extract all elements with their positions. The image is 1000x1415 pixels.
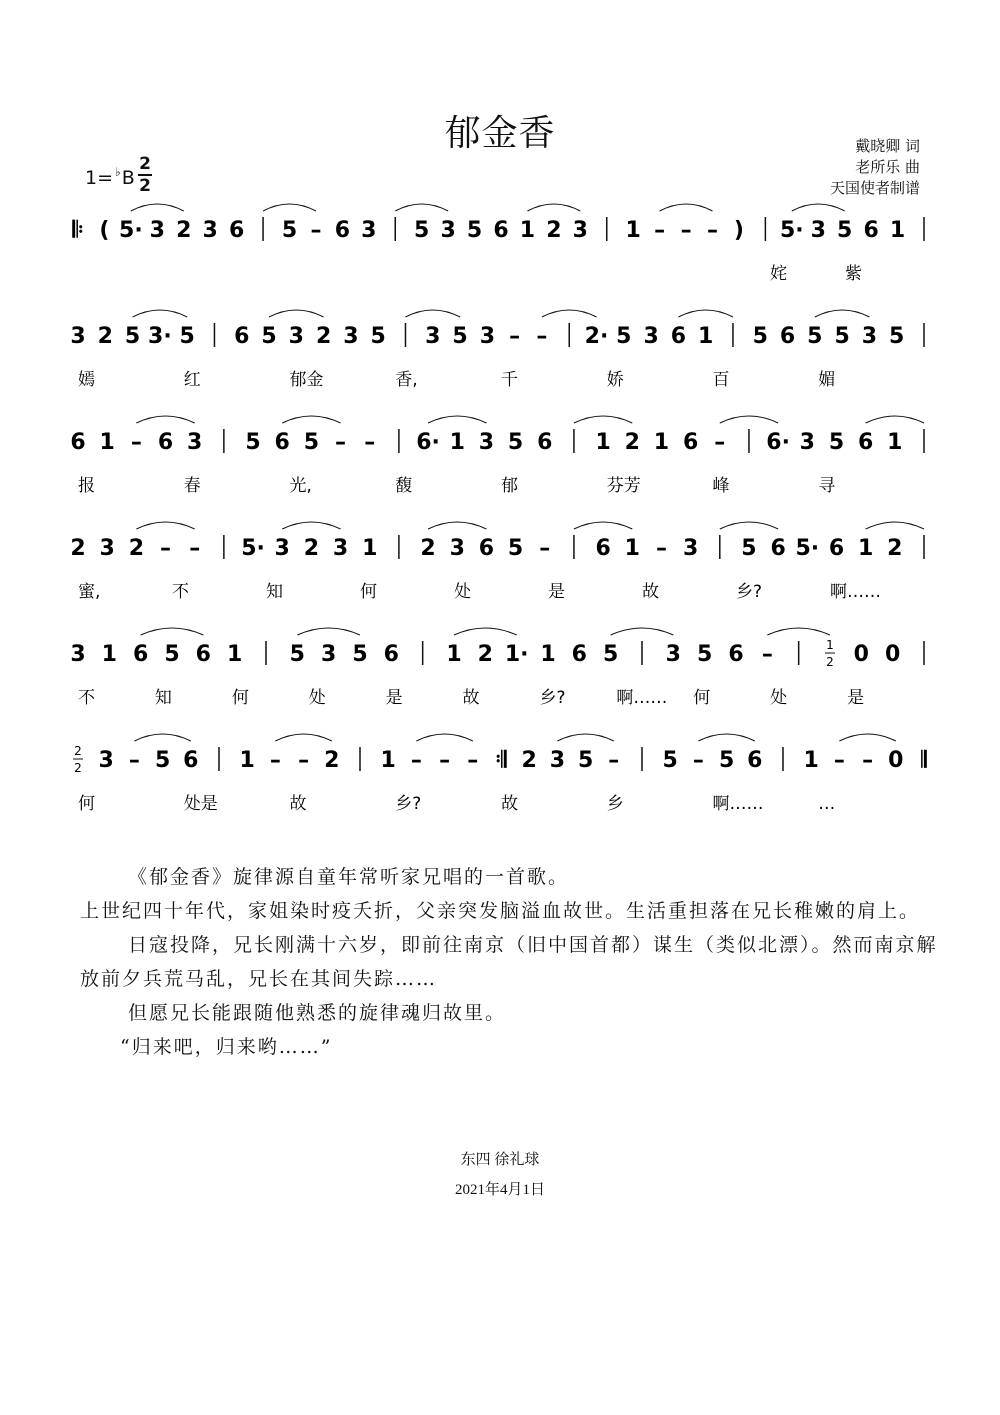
lyric-text: 娇: [606, 370, 624, 390]
score-note: –: [335, 430, 347, 455]
score-note: 3: [202, 218, 218, 243]
score-note: –: [680, 218, 692, 243]
lyric-text: 何: [693, 688, 711, 708]
score-note: –: [608, 748, 620, 773]
meter-change-bottom: 2: [74, 761, 82, 775]
slur-mark: [263, 204, 316, 211]
score-note: 1: [99, 430, 115, 455]
time-signature-top: 2: [139, 154, 151, 174]
score-note: 5: [616, 324, 632, 349]
lyric-text: 知: [154, 688, 172, 708]
score-note: 1: [449, 430, 465, 455]
lyric-text: 是: [548, 582, 565, 602]
score-note: 2: [70, 536, 86, 561]
lyric-text: 光,: [289, 476, 312, 496]
story-paragraph: 《郁金香》旋律源自童年常听家兄唱的一首歌。: [128, 866, 570, 888]
score-note: 6: [682, 430, 699, 455]
slur-mark: [428, 416, 486, 423]
lyric-text: 是: [385, 688, 403, 708]
score-note: 6: [493, 218, 509, 243]
score-note: 3: [682, 536, 699, 561]
score-note: –: [439, 748, 451, 773]
flat-sign: ♭: [115, 165, 121, 179]
score-note: 2: [546, 218, 562, 243]
score-note: 1: [887, 430, 903, 455]
score-note: 1: [803, 748, 819, 773]
lyric-text: 处是: [183, 794, 218, 814]
score-note: 0: [885, 642, 901, 667]
slur-mark: [542, 310, 597, 317]
lyric-text: 故: [289, 794, 307, 814]
slur-mark: [131, 204, 184, 211]
lyric-text: 故: [501, 794, 518, 814]
score-note: 5: [352, 642, 368, 667]
lyric-text: 报: [78, 476, 95, 496]
slur-mark: [527, 204, 580, 211]
lyric-text: 是: [847, 688, 865, 708]
lyric-text: 峰: [712, 476, 730, 496]
score-note: 5: [179, 324, 195, 349]
score-note: 2: [97, 324, 113, 349]
score-note: 6·: [766, 430, 790, 455]
score-note: 1: [889, 218, 906, 243]
slur-mark: [557, 734, 613, 741]
slur-mark: [133, 310, 188, 317]
score-note: 6·: [416, 430, 440, 455]
score-note: –: [654, 218, 666, 243]
lyric-text: 春: [183, 476, 201, 496]
score-note: –: [310, 218, 322, 243]
score-note: 6: [747, 748, 763, 773]
score-note: 3: [288, 324, 304, 349]
score-note: 5: [507, 430, 524, 455]
score-note: 3: [861, 324, 878, 349]
score-note: 1: [653, 430, 670, 455]
score-note: 2: [887, 536, 903, 561]
score-note: 3: [810, 218, 826, 243]
lyricist-credit: 戴晓卿 词: [855, 137, 920, 155]
score-note: –: [692, 748, 704, 773]
lyric-text: 啊……: [830, 582, 881, 602]
score-note: 6: [195, 642, 211, 667]
score-note: 5: [577, 748, 594, 773]
score-note: 2: [176, 218, 192, 243]
author-name: 东四 徐礼球: [460, 1152, 540, 1168]
lyric-text: 乡?: [395, 794, 422, 814]
slur-mark: [428, 522, 486, 529]
score-note: 6: [670, 324, 687, 349]
score-note: 1: [239, 748, 255, 773]
score-note: 3: [70, 642, 86, 667]
score-note: 6: [478, 536, 495, 561]
score-note: 𝄆: [72, 218, 84, 243]
score-note: 1: [540, 642, 556, 667]
score-note: 3: [343, 324, 359, 349]
lyric-text: 何: [360, 582, 377, 602]
score-note: 5·: [795, 536, 820, 561]
score-note: –: [269, 748, 281, 773]
lyric-text: 处: [454, 582, 471, 602]
score-note: 5·: [119, 218, 143, 243]
score-note: –: [714, 430, 726, 455]
lyric-text: 不: [172, 582, 189, 602]
slur-mark: [136, 416, 194, 423]
score-note: –: [130, 430, 142, 455]
lyric-text: 乡: [606, 794, 624, 814]
score-note: 1: [362, 536, 378, 561]
score-note: 5: [154, 748, 171, 773]
score-note: 5·: [241, 536, 265, 561]
score-note: 5: [889, 324, 905, 349]
score-note: 3·: [148, 324, 172, 349]
author-date: 2021年4月1日: [454, 1182, 545, 1198]
slur-mark: [297, 628, 360, 635]
score-note: 5: [507, 536, 524, 561]
score-note: 3: [321, 642, 337, 667]
lyric-text: 知: [266, 582, 283, 602]
score-note: 3: [274, 536, 290, 561]
lyric-text: 媚: [818, 370, 836, 390]
score-note: (: [99, 218, 110, 243]
score-note: 6: [779, 324, 796, 349]
slur-mark: [282, 522, 340, 529]
score-note: –: [707, 218, 718, 243]
slur-mark: [767, 628, 830, 635]
score-note: 2: [420, 536, 436, 561]
score-note: 6: [183, 748, 199, 773]
lyric-text: 馥: [395, 476, 413, 496]
score-note: 2·: [584, 324, 609, 349]
slur-mark: [574, 416, 632, 423]
lyric-text: 处: [308, 688, 326, 708]
slur-mark: [698, 734, 754, 741]
story-text: [80, 860, 940, 1064]
score-note: 5: [370, 324, 386, 349]
score-note: 5: [741, 536, 757, 561]
score-note: 2: [624, 430, 640, 455]
slur-mark: [574, 522, 632, 529]
slur-mark: [136, 522, 194, 529]
story-paragraph: “归来吧，归来哟……”: [120, 1036, 333, 1058]
score-note: 3: [149, 218, 165, 243]
score-note: 5: [261, 324, 277, 349]
score-note: 3: [99, 536, 115, 561]
score-note: 1: [380, 748, 396, 773]
score-note: 6: [595, 536, 611, 561]
score-note: 3: [665, 642, 681, 667]
score-note: 3: [187, 430, 203, 455]
score-note: 2: [521, 748, 537, 773]
lyric-text: 乡?: [736, 582, 763, 602]
lyric-text: 红: [183, 370, 201, 390]
score-note: 5: [164, 642, 180, 667]
slur-mark: [678, 310, 733, 317]
lyric-text: 不: [78, 688, 95, 708]
score-note: 6: [274, 430, 290, 455]
score-note: 2: [128, 536, 145, 561]
score-note: 5: [828, 430, 845, 455]
lyric-text: 百: [712, 370, 730, 390]
score-note: 3: [572, 218, 588, 243]
score-note: 5: [837, 218, 853, 243]
lyric-text: 啊……: [712, 794, 764, 814]
score-note: 5: [414, 218, 430, 243]
time-signature-bottom: 2: [139, 176, 151, 196]
score-note: 6: [571, 642, 587, 667]
slur-mark: [660, 204, 713, 211]
score-note: 5: [718, 748, 735, 773]
score-note: 0: [888, 748, 904, 773]
score-note: 5: [603, 642, 619, 667]
slur-mark: [839, 734, 895, 741]
score-note: 2: [477, 642, 493, 667]
slur-mark: [866, 416, 924, 423]
score-note: 2: [315, 324, 332, 349]
score-note: –: [509, 324, 521, 349]
score-note: 2: [303, 536, 320, 561]
score-note: 5: [281, 218, 298, 243]
slur-mark: [815, 310, 870, 317]
score-note: 6: [537, 430, 553, 455]
slur-mark: [720, 416, 778, 423]
score-note: 6: [383, 642, 399, 667]
score-note: 6: [234, 324, 250, 349]
lyric-text: 郁: [501, 476, 518, 496]
score-note: 6: [770, 536, 786, 561]
score-note: 𝄂: [921, 748, 927, 773]
lyric-text: 乡?: [539, 688, 566, 708]
score-note: 1: [446, 642, 462, 667]
score-note: 5: [289, 642, 305, 667]
score-note: 5: [303, 430, 320, 455]
score-note: 1: [227, 642, 243, 667]
slur-mark: [720, 522, 778, 529]
score-note: 2: [324, 748, 340, 773]
slur-mark: [792, 204, 845, 211]
slur-mark: [405, 310, 460, 317]
score-note: –: [539, 536, 551, 561]
score-note: 6: [70, 430, 86, 455]
song-title: 郁金香: [444, 113, 556, 154]
score-note: –: [128, 748, 140, 773]
lyric-text: 芬芳: [606, 476, 641, 496]
lyric-text: 寻: [818, 476, 836, 496]
score-note: –: [833, 748, 845, 773]
meter-change-bottom: 2: [826, 655, 834, 669]
score-note: 3: [70, 324, 86, 349]
score-note: 1: [624, 536, 640, 561]
slur-mark: [141, 628, 204, 635]
score-note: 𝄇: [495, 748, 507, 773]
score-note: –: [189, 536, 201, 561]
story-paragraph: 日寇投降，兄长刚满十六岁，即前往南京（旧中国首都）谋生（类似北漂）。然而南京解放前夕兵荒马乱，兄长在其间失踪……: [80, 934, 938, 990]
score-note: 0: [853, 642, 869, 667]
lyric-text: 啊……: [616, 688, 668, 708]
score-note: 1: [519, 218, 536, 243]
score-note: 3: [478, 430, 495, 455]
score-note: ): [733, 218, 744, 243]
meter-change-top: 1: [826, 638, 834, 652]
lyric-text: 何: [78, 794, 95, 814]
score-note: –: [467, 748, 479, 773]
score-note: –: [536, 324, 548, 349]
score-note: 3: [643, 324, 659, 349]
score-note: 3: [799, 430, 815, 455]
slur-mark: [275, 734, 331, 741]
score-note: 5: [452, 324, 468, 349]
score-note: 3: [549, 748, 566, 773]
score-note: 1: [857, 536, 874, 561]
score-note: 6: [728, 642, 744, 667]
score-note: 6: [828, 536, 845, 561]
score-note: 5: [662, 748, 678, 773]
score-note: –: [298, 748, 310, 773]
score-note: 6: [334, 218, 351, 243]
score-note: 3: [332, 536, 349, 561]
score-note: 6: [228, 218, 245, 243]
score-note: –: [364, 430, 376, 455]
slur-mark: [269, 310, 324, 317]
score-note: 5: [466, 218, 483, 243]
score-note: 5: [752, 324, 768, 349]
score-note: –: [862, 748, 874, 773]
slur-mark: [282, 416, 340, 423]
lyric-text: …: [818, 794, 836, 814]
score-note: 3: [425, 324, 441, 349]
score-note: 3: [449, 536, 465, 561]
story-paragraph: 上世纪四十年代，家姐染时疫夭折，父亲突发脑溢血故世。生活重担落在兄长稚嫩的肩上。: [80, 900, 921, 922]
slur-mark: [454, 628, 517, 635]
score-note: 1: [595, 430, 611, 455]
lyric-text: 故: [462, 688, 480, 708]
score-note: 5: [124, 324, 141, 349]
lyric-text: 处: [770, 688, 788, 708]
score-note: –: [160, 536, 172, 561]
slur-mark: [866, 522, 924, 529]
composer-credit: 老所乐 曲: [855, 158, 920, 176]
arranger-credit: 天国使者制谱: [829, 179, 920, 197]
score-note: 5: [834, 324, 850, 349]
score-note: 3: [98, 748, 114, 773]
score-note: 5: [245, 430, 261, 455]
score-note: 3: [361, 218, 377, 243]
lyric-text: 千: [501, 370, 518, 390]
lyric-text: 嫣: [78, 370, 95, 390]
score-note: 6: [133, 642, 149, 667]
lyric-text: 故: [642, 582, 659, 602]
slur-mark: [134, 734, 190, 741]
lyric-text: 郁金: [289, 370, 324, 390]
score-note: 1: [625, 218, 641, 243]
score-note: –: [410, 748, 422, 773]
score-note: 6: [857, 430, 874, 455]
lyric-text: 紫: [845, 264, 862, 284]
score-note: 1: [698, 324, 714, 349]
lyric-text: 何: [231, 688, 249, 708]
score-note: 6: [863, 218, 879, 243]
key-signature: 1= ♭B: [85, 165, 135, 189]
score-note: 5: [807, 324, 823, 349]
score-note: –: [655, 536, 667, 561]
score-note: 3: [479, 324, 496, 349]
score-note: 6: [157, 430, 174, 455]
story-paragraph: 但愿兄长能跟随他熟悉的旋律魂归故里。: [128, 1002, 507, 1024]
score-note: 5·: [779, 218, 804, 243]
score-note: 1: [101, 642, 117, 667]
score-note: –: [761, 642, 773, 667]
slur-mark: [395, 204, 448, 211]
lyric-text: 姹: [770, 264, 787, 284]
score-note: 3: [440, 218, 456, 243]
slur-mark: [611, 628, 674, 635]
score-note: 1·: [504, 642, 529, 667]
lyric-text: 香,: [395, 370, 418, 390]
score-note: 5: [697, 642, 713, 667]
lyric-text: 蜜,: [78, 582, 101, 602]
slur-mark: [416, 734, 472, 741]
meter-change-top: 2: [74, 744, 82, 758]
